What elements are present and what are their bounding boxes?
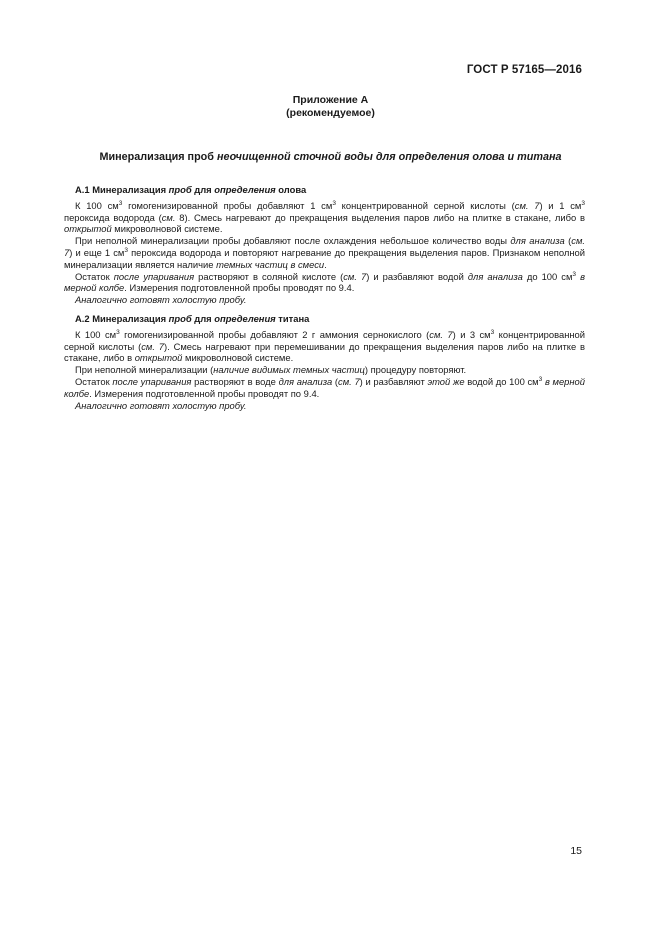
text: Остаток <box>75 375 113 387</box>
paragraph <box>64 271 585 295</box>
superscript: 3 <box>118 199 123 207</box>
italic-text: открытой <box>134 352 183 364</box>
annex-subtitle: (рекомендуемое) <box>286 107 375 119</box>
text: ) и еще 1 см <box>69 246 125 258</box>
section-a2 <box>64 313 585 411</box>
italic-text: открытой <box>64 223 112 235</box>
text: ) и разбавляют <box>359 375 428 387</box>
italic-text: см. 7 <box>64 235 585 258</box>
document-title-prefix: Минерализация проб <box>99 151 217 163</box>
document-title <box>60 151 601 163</box>
italic-text: см. 7 <box>141 340 165 352</box>
text: пероксида водорода и повторяют нагревание до прекращения выделения паров. Признаком неполной минерализации является наличие <box>64 246 585 270</box>
heading-italic: проб <box>168 184 192 195</box>
document-title-italic: неочищенной сточной воды для определения олова и титана <box>216 151 562 163</box>
text: водой до 100 см <box>464 375 539 387</box>
heading-text: для <box>191 184 215 195</box>
heading-italic: проб <box>168 312 192 324</box>
text: ) процедуру повторяют. <box>364 364 467 376</box>
superscript: 3 <box>581 199 585 207</box>
heading-text: А.1 Минерализация <box>75 184 169 195</box>
main-content <box>64 184 585 411</box>
italic-text: см. <box>161 211 176 223</box>
text: К 100 см <box>75 328 117 340</box>
text: растворяют в соляной кислоте ( <box>194 270 344 282</box>
text: ( <box>332 375 339 387</box>
superscript: 3 <box>572 270 577 278</box>
text: ) и 3 см <box>452 328 491 340</box>
text: 8). Смесь нагревают до прекращения выделения паров либо на плитке в стакане, либо в <box>175 211 585 223</box>
section-a1 <box>64 184 585 306</box>
heading-italic: определения <box>214 312 276 324</box>
italic-text: см. 7 <box>429 328 453 340</box>
paragraph <box>64 235 585 270</box>
text: гомогенизированной пробы добавляют 1 см <box>122 199 333 211</box>
italic-text: после упаривания <box>113 270 195 282</box>
italic-text: для анализа <box>510 235 565 247</box>
superscript: 3 <box>538 375 543 383</box>
text: до 100 см <box>522 270 573 282</box>
text: микроволновой системе. <box>111 223 223 235</box>
italic-text: для анализа <box>467 270 523 282</box>
text: . Измерения подготовленной пробы проводят по 9.4. <box>89 387 320 399</box>
text: ). Смесь нагревают при перемешивании до прекращения выделения паров либо на плитке в стакане, либо в <box>64 340 585 364</box>
heading-text: А.2 Минерализация <box>75 312 169 324</box>
text: растворяют в воде <box>191 375 279 387</box>
italic-text: см. 7 <box>514 199 540 211</box>
text: К 100 см <box>75 199 119 211</box>
italic-text: см. 7 <box>343 270 367 282</box>
italic-text: Аналогично готовят холостую пробу. <box>75 399 247 411</box>
section-a2-heading <box>64 313 585 325</box>
page-number: 15 <box>570 845 582 857</box>
text: пероксида водорода ( <box>64 211 162 223</box>
paragraph <box>64 200 585 235</box>
italic-text: Аналогично готовят холостую пробу. <box>75 294 247 306</box>
heading-text: для <box>191 312 215 324</box>
italic-text: в мерной колбе <box>64 270 585 294</box>
superscript: 3 <box>490 328 495 336</box>
text: . Измерения подготовленной пробы проводят по 9.4. <box>124 282 355 294</box>
text: При неполной минерализации пробы добавляют после охлаждения небольшое количество воды <box>75 235 511 247</box>
superscript: 3 <box>124 246 128 254</box>
text: ) и 1 см <box>539 199 582 211</box>
italic-text: см. 7 <box>338 375 360 387</box>
paragraph <box>64 294 585 306</box>
italic-text: после упаривания <box>112 375 192 387</box>
superscript: 3 <box>332 199 336 207</box>
annex-heading <box>0 94 661 120</box>
text: концентрированной серной кислоты ( <box>64 328 586 352</box>
standard-code: ГОСТ Р 57165—2016 <box>466 64 582 76</box>
text: концентрированной серной кислоты ( <box>335 199 515 211</box>
heading-italic: определения <box>214 184 276 195</box>
heading-text: олова <box>275 184 307 195</box>
text: гомогенизированной пробы добавляют 2 г аммония сернокислого ( <box>119 328 430 340</box>
text: ( <box>564 235 572 247</box>
paragraph <box>64 376 585 400</box>
text: ) и разбавляют водой <box>366 270 468 282</box>
superscript: 3 <box>116 328 120 336</box>
text: Остаток <box>75 270 114 282</box>
heading-text: титана <box>275 312 310 324</box>
text: При неполной минерализации ( <box>75 364 214 376</box>
text: микроволновой системе. <box>182 352 294 364</box>
annex-title: Приложение А <box>292 94 369 106</box>
paragraph <box>64 400 585 412</box>
italic-text: наличие видимых темных частиц <box>213 364 365 376</box>
text: . <box>324 258 327 270</box>
italic-text: темных частиц в смеси <box>216 258 325 270</box>
italic-text: этой же <box>427 375 465 387</box>
paragraph <box>64 364 585 376</box>
section-a1-heading <box>64 184 585 196</box>
italic-text: в мерной колбе <box>64 375 585 399</box>
paragraph <box>64 329 585 364</box>
italic-text: для анализа <box>278 375 333 387</box>
